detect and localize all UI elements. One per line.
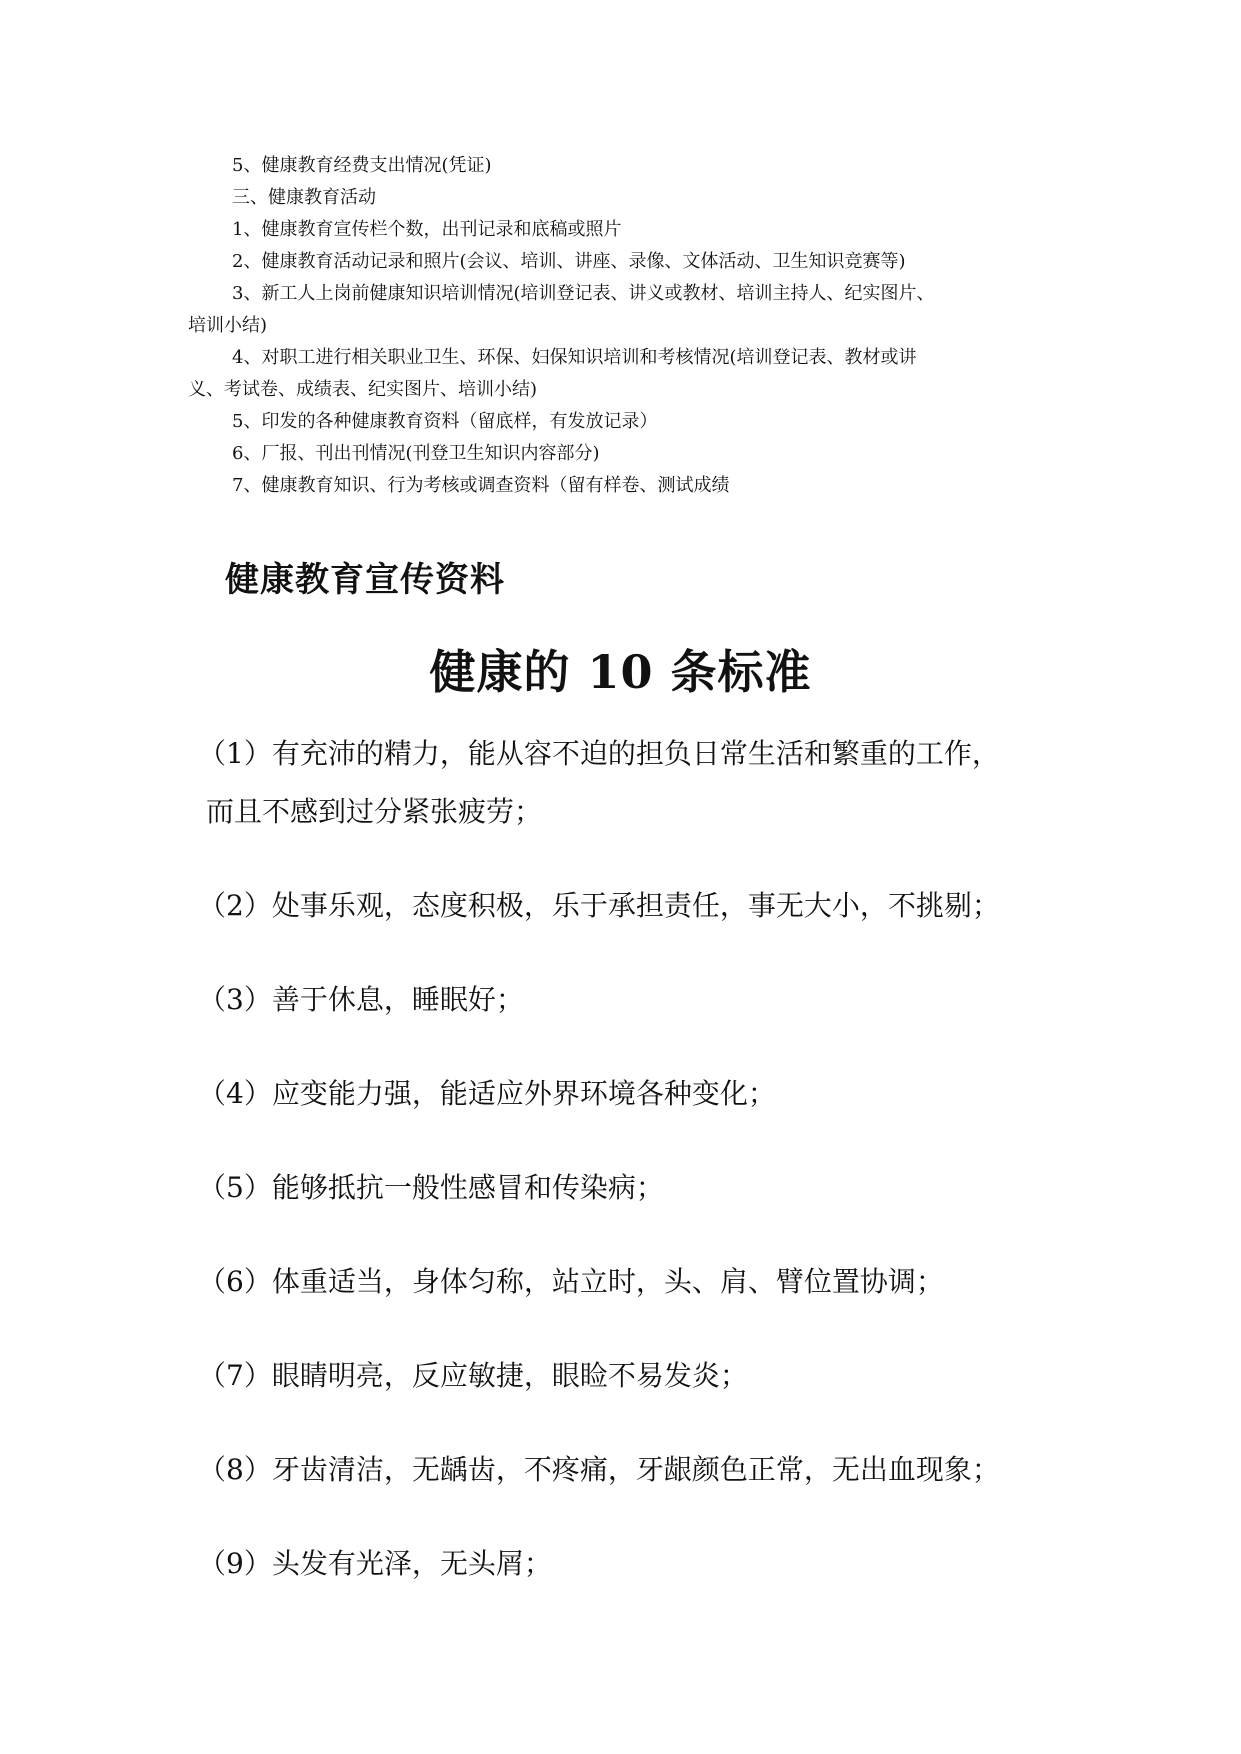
list-item: 5、健康教育经费支出情况(凭证) [232,155,492,176]
standard-item-1: （1）有充沛的精力，能从容不迫的担负日常生活和繁重的工作， [198,737,1000,770]
page-title: 健康的 10 条标准 [429,645,812,699]
section-heading: 三、健康教育活动 [232,187,376,208]
standard-item-4: （4）应变能力强，能适应外界环境各种变化； [198,1077,776,1110]
list-item: 4、对职工进行相关职业卫生、环保、妇保知识培训和考核情况(培训登记表、教材或讲 [232,347,917,368]
list-item-continuation: 义、考试卷、成绩表、纪实图片、培训小结) [188,379,538,400]
list-item-continuation: 培训小结) [188,315,268,336]
standard-item-8: （8）牙齿清洁，无龋齿，不疼痛，牙龈颜色正常，无出血现象； [198,1453,1000,1486]
section-title: 健康教育宣传资料 [225,560,505,600]
list-item: 5、印发的各种健康教育资料（留底样，有发放记录） [232,411,658,432]
standard-item-3: （3）善于休息，睡眠好； [198,983,524,1016]
standard-item-1-continuation: 而且不感到过分紧张疲劳； [206,795,543,828]
standard-item-5: （5）能够抵抗一般性感冒和传染病； [198,1171,664,1204]
standard-item-7: （7）眼睛明亮，反应敏捷，眼睑不易发炎； [198,1359,748,1392]
list-item: 3、新工人上岗前健康知识培训情况(培训登记表、讲义或教材、培训主持人、纪实图片、 [232,283,935,304]
standard-item-2: （2）处事乐观，态度积极，乐于承担责任，事无大小，不挑剔； [198,889,1000,922]
list-item: 1、健康教育宣传栏个数，出刊记录和底稿或照片 [232,219,622,240]
list-item: 7、健康教育知识、行为考核或调查资料（留有样卷、测试成绩 [232,475,730,496]
list-item: 2、健康教育活动记录和照片(会议、培训、讲座、录像、文体活动、卫生知识竞赛等) [232,251,906,272]
activity-requirements-list [188,150,1068,502]
standard-item-6: （6）体重适当，身体匀称，站立时，头、肩、臂位置协调； [198,1265,944,1298]
list-item: 6、厂报、刊出刊情况(刊登卫生知识内容部分) [232,443,600,464]
health-standards-list [198,736,1098,1582]
standard-item-9: （9）头发有光泽，无头屑； [198,1547,552,1580]
